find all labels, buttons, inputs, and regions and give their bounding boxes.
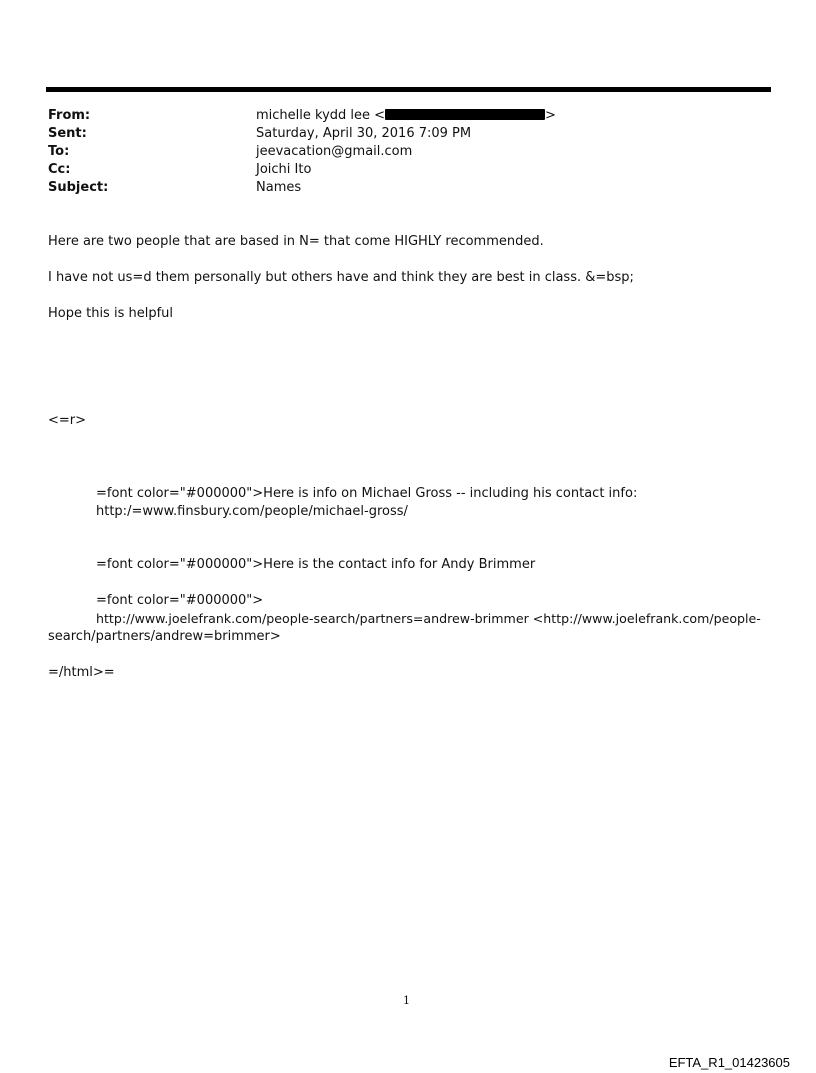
body-line-1: Here are two people that are based in N= that come HIGHLY recommended. [48, 234, 544, 249]
from-label: From: [48, 108, 91, 123]
document-id: EFTA_R1_01423605 [668, 1055, 790, 1070]
body-line-5: =font color="#000000">Here is info on Michael Gross -- including his contact info: [96, 486, 638, 501]
body-line-7: =font color="#000000">Here is the contact info for Andy Brimmer [96, 557, 536, 572]
redaction-block [385, 109, 545, 120]
subject-value: Names [256, 180, 302, 195]
body-line-10: search/partners/andrew=brimmer> [48, 629, 281, 644]
cc-value: Joichi Ito [256, 162, 312, 177]
body-line-6: http:/=www.finsbury.com/people/michael-gross/ [96, 504, 408, 519]
body-line-9: http://www.joelefrank.com/people-search/partners=andrew-brimmer <http://www.joelefrank.com/people- [96, 611, 761, 626]
to-value: jeevacation@gmail.com [256, 144, 413, 159]
from-name: michelle kydd lee < [256, 108, 386, 123]
from-tail: > [545, 108, 556, 123]
from-value [256, 107, 556, 125]
sent-value: Saturday, April 30, 2016 7:09 PM [256, 126, 472, 141]
header-rule [46, 87, 771, 92]
body-line-3: Hope this is helpful [48, 306, 174, 321]
body-line-11: =/html>= [48, 665, 115, 680]
to-label: To: [48, 144, 70, 159]
body-line-8: =font color="#000000"> [96, 593, 264, 608]
sent-label: Sent: [48, 126, 87, 141]
subject-label: Subject: [48, 180, 109, 195]
page-number: 1 [403, 994, 410, 1007]
body-line-4: <=r> [48, 413, 87, 428]
cc-label: Cc: [48, 162, 71, 177]
body-line-2: I have not us=d them personally but others have and think they are best in class. &=bsp; [48, 270, 634, 285]
